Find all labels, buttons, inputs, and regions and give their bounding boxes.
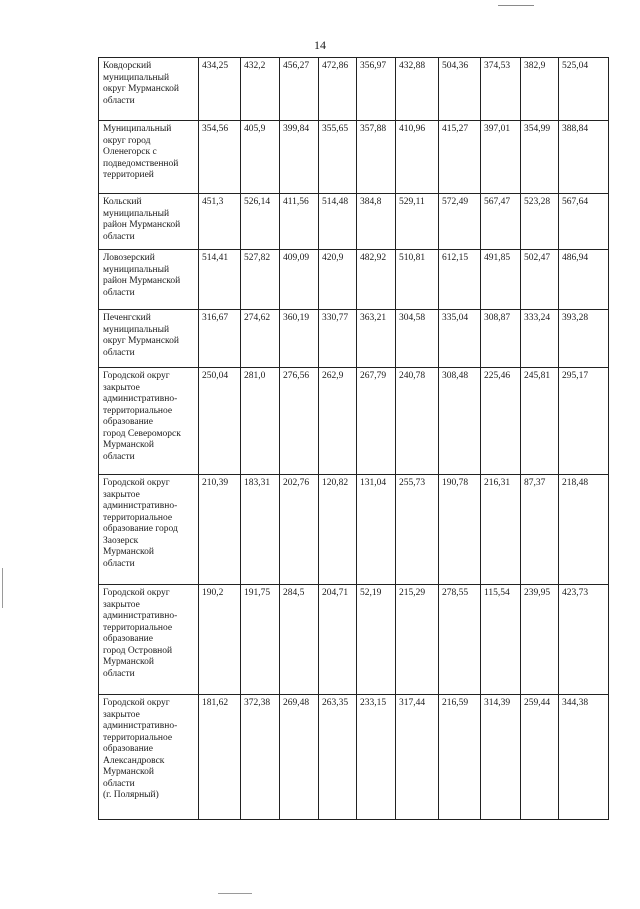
- value-cell: 567,47: [481, 194, 521, 250]
- value-cell: 225,46: [481, 368, 521, 475]
- table-row: [99, 585, 609, 695]
- value-cell: 183,31: [241, 475, 280, 585]
- value-cell: 482,92: [357, 250, 396, 310]
- territory-name-cell: [99, 475, 199, 585]
- value-cell: 316,67: [199, 310, 241, 368]
- territory-name-line: Печенгский: [103, 313, 151, 323]
- value-cell: 239,95: [521, 585, 559, 695]
- territory-name-line: образование город: [103, 524, 178, 534]
- value-cell: 245,81: [521, 368, 559, 475]
- value-cell: 210,39: [199, 475, 241, 585]
- value-cell: 382,9: [521, 58, 559, 121]
- value-cell: 354,99: [521, 121, 559, 194]
- territory-name-cell: [99, 695, 199, 820]
- territory-name-line: образование: [103, 634, 153, 644]
- territory-name-line: области: [103, 668, 135, 679]
- value-cell: 399,84: [280, 121, 319, 194]
- table-body: [99, 58, 609, 820]
- table-row: [99, 475, 609, 585]
- value-cell: 397,01: [481, 121, 521, 194]
- value-cell: 240,78: [396, 368, 439, 475]
- territory-name-line: территориальное: [103, 732, 173, 743]
- value-cell: 131,04: [357, 475, 396, 585]
- territory-name-line: Заозерск: [103, 535, 139, 546]
- territory-name-cell: [99, 310, 199, 368]
- territory-name-line: Ковдорский: [103, 61, 152, 71]
- value-cell: 262,9: [319, 368, 357, 475]
- value-cell: 432,88: [396, 58, 439, 121]
- value-cell: 233,15: [357, 695, 396, 820]
- territory-name-line: округ город: [103, 135, 151, 146]
- value-cell: 218,48: [559, 475, 609, 585]
- value-cell: 434,25: [199, 58, 241, 121]
- value-cell: 120,82: [319, 475, 357, 585]
- value-cell: 278,55: [439, 585, 481, 695]
- table-row: [99, 368, 609, 475]
- territory-name-line: муниципальный: [103, 324, 170, 335]
- territory-name-line: территориальное: [103, 622, 173, 633]
- territory-name-cell: [99, 368, 199, 475]
- territory-name-line: территориальное: [103, 512, 173, 523]
- territory-name-line: области: [103, 558, 135, 569]
- value-cell: 514,48: [319, 194, 357, 250]
- territory-name-line: территориальное: [103, 405, 173, 416]
- territory-name-line: закрытое: [103, 709, 140, 720]
- page-number: 14: [314, 38, 326, 52]
- territory-name-line: округ Мурманской: [103, 336, 180, 346]
- territory-name-line: области: [103, 347, 135, 358]
- value-cell: 317,44: [396, 695, 439, 820]
- value-cell: 190,78: [439, 475, 481, 585]
- territory-name-line: административно-: [103, 611, 178, 621]
- territory-name-line: закрытое: [103, 599, 140, 610]
- territory-name-line: области: [103, 95, 135, 106]
- value-cell: 451,3: [199, 194, 241, 250]
- value-cell: 357,88: [357, 121, 396, 194]
- value-cell: 572,49: [439, 194, 481, 250]
- territory-name-line: город Североморск: [103, 428, 181, 439]
- territory-name-cell: [99, 250, 199, 310]
- value-cell: 308,87: [481, 310, 521, 368]
- territory-name-line: муниципальный: [103, 208, 170, 219]
- value-cell: 204,71: [319, 585, 357, 695]
- territory-name-line: муниципальный: [103, 72, 170, 83]
- value-cell: 502,47: [521, 250, 559, 310]
- value-cell: 393,28: [559, 310, 609, 368]
- value-cell: 527,82: [241, 250, 280, 310]
- territory-name-line: области: [103, 287, 135, 298]
- value-cell: 314,39: [481, 695, 521, 820]
- value-cell: 52,19: [357, 585, 396, 695]
- value-cell: 504,36: [439, 58, 481, 121]
- value-cell: 190,2: [199, 585, 241, 695]
- territory-name-line: Кольский: [103, 197, 142, 207]
- data-table: [98, 57, 609, 820]
- scan-mark-top: [498, 5, 534, 6]
- value-cell: 374,53: [481, 58, 521, 121]
- value-cell: 529,11: [396, 194, 439, 250]
- territory-name-line: образование: [103, 744, 153, 754]
- territory-name-line: Мурманской: [103, 767, 154, 777]
- value-cell: 333,24: [521, 310, 559, 368]
- value-cell: 191,75: [241, 585, 280, 695]
- value-cell: 215,29: [396, 585, 439, 695]
- territory-name-line: Мурманской: [103, 440, 154, 450]
- value-cell: 410,96: [396, 121, 439, 194]
- value-cell: 405,9: [241, 121, 280, 194]
- value-cell: 415,27: [439, 121, 481, 194]
- territory-name-line: Городской округ: [103, 588, 170, 598]
- territory-name-line: закрытое: [103, 382, 140, 393]
- value-cell: 304,58: [396, 310, 439, 368]
- value-cell: 486,94: [559, 250, 609, 310]
- value-cell: 491,85: [481, 250, 521, 310]
- territory-name-cell: [99, 121, 199, 194]
- territory-name-line: области: [103, 231, 135, 242]
- value-cell: 525,04: [559, 58, 609, 121]
- value-cell: 269,48: [280, 695, 319, 820]
- value-cell: 250,04: [199, 368, 241, 475]
- scan-mark-bottom: [218, 893, 252, 894]
- value-cell: 216,31: [481, 475, 521, 585]
- value-cell: 295,17: [559, 368, 609, 475]
- scan-mark-left: [2, 568, 3, 608]
- value-cell: 356,97: [357, 58, 396, 121]
- value-cell: 567,64: [559, 194, 609, 250]
- value-cell: 354,56: [199, 121, 241, 194]
- territory-name-line: образование: [103, 417, 153, 427]
- value-cell: 420,9: [319, 250, 357, 310]
- value-cell: 181,62: [199, 695, 241, 820]
- value-cell: 612,15: [439, 250, 481, 310]
- value-cell: 360,19: [280, 310, 319, 368]
- territory-name-line: город Островной: [103, 645, 173, 656]
- territory-name-line: Городской округ: [103, 698, 170, 708]
- territory-name-line: Мурманской: [103, 547, 154, 557]
- value-cell: 526,14: [241, 194, 280, 250]
- value-cell: 344,38: [559, 695, 609, 820]
- value-cell: 216,59: [439, 695, 481, 820]
- value-cell: 276,56: [280, 368, 319, 475]
- territory-name-line: Ловозерский: [103, 253, 155, 263]
- value-cell: 263,35: [319, 695, 357, 820]
- value-cell: 87,37: [521, 475, 559, 585]
- value-cell: 355,65: [319, 121, 357, 194]
- value-cell: 115,54: [481, 585, 521, 695]
- value-cell: 363,21: [357, 310, 396, 368]
- value-cell: 523,28: [521, 194, 559, 250]
- territory-name-line: Александровск: [103, 755, 165, 766]
- value-cell: 255,73: [396, 475, 439, 585]
- table-row: [99, 695, 609, 820]
- territory-name-line: области: [103, 451, 135, 462]
- territory-name-line: район Мурманской: [103, 220, 181, 230]
- table-row: [99, 310, 609, 368]
- territory-name-line: Муниципальный: [103, 124, 172, 134]
- territory-name-line: административно-: [103, 394, 178, 404]
- value-cell: 308,48: [439, 368, 481, 475]
- value-cell: 432,2: [241, 58, 280, 121]
- territory-name-cell: [99, 585, 199, 695]
- value-cell: 281,0: [241, 368, 280, 475]
- territory-name-line: район Мурманской: [103, 276, 181, 286]
- value-cell: 409,09: [280, 250, 319, 310]
- table-row: [99, 58, 609, 121]
- value-cell: 514,41: [199, 250, 241, 310]
- value-cell: 384,8: [357, 194, 396, 250]
- territory-name-line: административно-: [103, 721, 178, 731]
- table-row: [99, 194, 609, 250]
- territory-name-line: территорией: [103, 170, 154, 180]
- territory-name-line: Мурманской: [103, 657, 154, 667]
- table-row: [99, 250, 609, 310]
- value-cell: 330,77: [319, 310, 357, 368]
- value-cell: 411,56: [280, 194, 319, 250]
- value-cell: 388,84: [559, 121, 609, 194]
- value-cell: 267,79: [357, 368, 396, 475]
- territory-name-line: округ Мурманской: [103, 84, 180, 94]
- value-cell: 274,62: [241, 310, 280, 368]
- territory-name-line: подведомственной: [103, 158, 179, 169]
- value-cell: 259,44: [521, 695, 559, 820]
- territory-name-line: муниципальный: [103, 264, 170, 275]
- value-cell: 335,04: [439, 310, 481, 368]
- territory-name-line: закрытое: [103, 489, 140, 500]
- territory-name-line: области: [103, 778, 135, 789]
- value-cell: 456,27: [280, 58, 319, 121]
- value-cell: 202,76: [280, 475, 319, 585]
- territory-name-cell: [99, 58, 199, 121]
- territory-name-cell: [99, 194, 199, 250]
- value-cell: 472,86: [319, 58, 357, 121]
- territory-name-line: административно-: [103, 501, 178, 511]
- territory-name-line: Городской округ: [103, 478, 170, 488]
- territory-name-line: (г. Полярный): [103, 790, 159, 800]
- territory-name-line: Городской округ: [103, 371, 170, 381]
- value-cell: 510,81: [396, 250, 439, 310]
- value-cell: 284,5: [280, 585, 319, 695]
- territory-name-line: Оленегорск с: [103, 147, 157, 157]
- value-cell: 372,38: [241, 695, 280, 820]
- table-row: [99, 121, 609, 194]
- value-cell: 423,73: [559, 585, 609, 695]
